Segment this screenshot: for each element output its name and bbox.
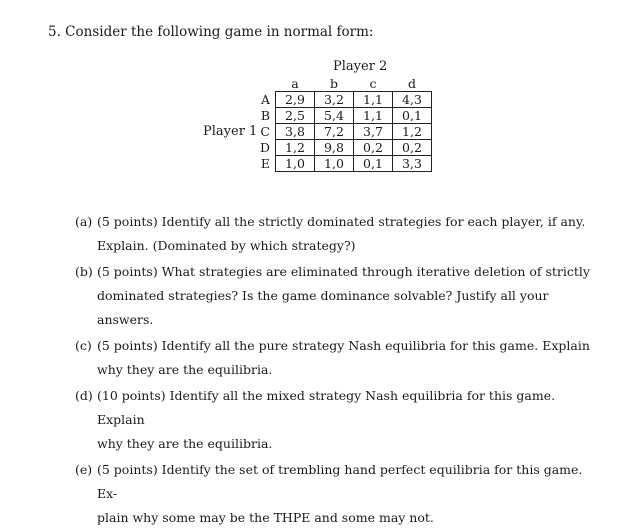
part-line: Explain. (Dominated by which strategy?): [97, 238, 356, 253]
column-header: d: [407, 76, 416, 91]
question-part-b: [75, 260, 595, 332]
player1-label: Player 1: [203, 124, 258, 139]
question-parts: [75, 210, 595, 532]
payoff-cell: 1,0: [276, 156, 315, 172]
payoff-cell: 2,9: [276, 92, 315, 108]
row-header: D: [259, 139, 270, 155]
payoff-cell: 3,3: [393, 156, 432, 172]
payoff-cell: 5,4: [315, 108, 354, 124]
payoff-matrix: [256, 76, 432, 172]
column-header-row: [256, 76, 432, 92]
part-line: plain why some may be the THPE and some may not.: [97, 510, 434, 525]
matrix-row: [256, 92, 432, 108]
part-text: [97, 260, 595, 332]
payoff-cell: 1,2: [393, 124, 432, 140]
part-label: (b): [75, 264, 93, 279]
payoff-cell: 9,8: [315, 140, 354, 156]
column-header: c: [369, 76, 377, 91]
payoff-cell: 0,1: [393, 108, 432, 124]
payoff-cell: 2,5: [276, 108, 315, 124]
payoff-cell: 3,7: [354, 124, 393, 140]
question-part-e: [75, 458, 595, 530]
payoff-cell: 0,2: [393, 140, 432, 156]
payoff-cell: 0,2: [354, 140, 393, 156]
part-line: (5 points) Identify all the strictly dominated strategies for each player, if any.: [97, 214, 586, 229]
payoff-cell: 1,2: [276, 140, 315, 156]
part-line: why they are the equilibria.: [97, 362, 273, 377]
matrix-row: [256, 140, 432, 156]
question-part-c: [75, 334, 595, 382]
part-label: (a): [75, 214, 93, 229]
payoff-cell: 1,1: [354, 108, 393, 124]
payoff-cell: 7,2: [315, 124, 354, 140]
part-label: (e): [75, 462, 93, 477]
matrix-row: [256, 124, 432, 140]
payoff-cell: 4,3: [393, 92, 432, 108]
payoff-cell: 3,2: [315, 92, 354, 108]
row-header: E: [260, 155, 270, 171]
part-label: (c): [75, 338, 92, 353]
row-header: A: [260, 91, 270, 107]
payoff-cell: 0,1: [354, 156, 393, 172]
question-title: 5. Consider the following game in normal form:: [48, 24, 374, 40]
matrix-row: [256, 108, 432, 124]
player2-label: Player 2: [333, 59, 388, 74]
question-part-d: [75, 384, 595, 456]
part-text: [97, 210, 595, 258]
part-label: (d): [75, 388, 93, 403]
payoff-cell: 1,1: [354, 92, 393, 108]
part-text: [97, 334, 595, 382]
row-header: C: [260, 123, 270, 139]
question-part-a: [75, 210, 595, 258]
row-header: B: [260, 107, 270, 123]
part-text: [97, 384, 595, 456]
part-line: (10 points) Identify all the mixed strategy Nash equilibria for this game. Explain: [97, 388, 556, 427]
column-header: b: [329, 76, 338, 91]
part-line: (5 points) What strategies are eliminated through iterative deletion of strictly: [97, 264, 590, 279]
column-header: a: [291, 76, 299, 91]
part-line: why they are the equilibria.: [97, 436, 273, 451]
part-line: (5 points) Identify all the pure strategy Nash equilibria for this game. Explain: [97, 338, 590, 353]
matrix-row: [256, 156, 432, 172]
payoff-cell: 1,0: [315, 156, 354, 172]
part-text: [97, 458, 595, 530]
payoff-cell: 3,8: [276, 124, 315, 140]
part-line: (5 points) Identify the set of trembling hand perfect equilibria for this game. Ex-: [97, 462, 583, 501]
part-line: dominated strategies? Is the game dominance solvable? Justify all your answers.: [97, 288, 549, 327]
